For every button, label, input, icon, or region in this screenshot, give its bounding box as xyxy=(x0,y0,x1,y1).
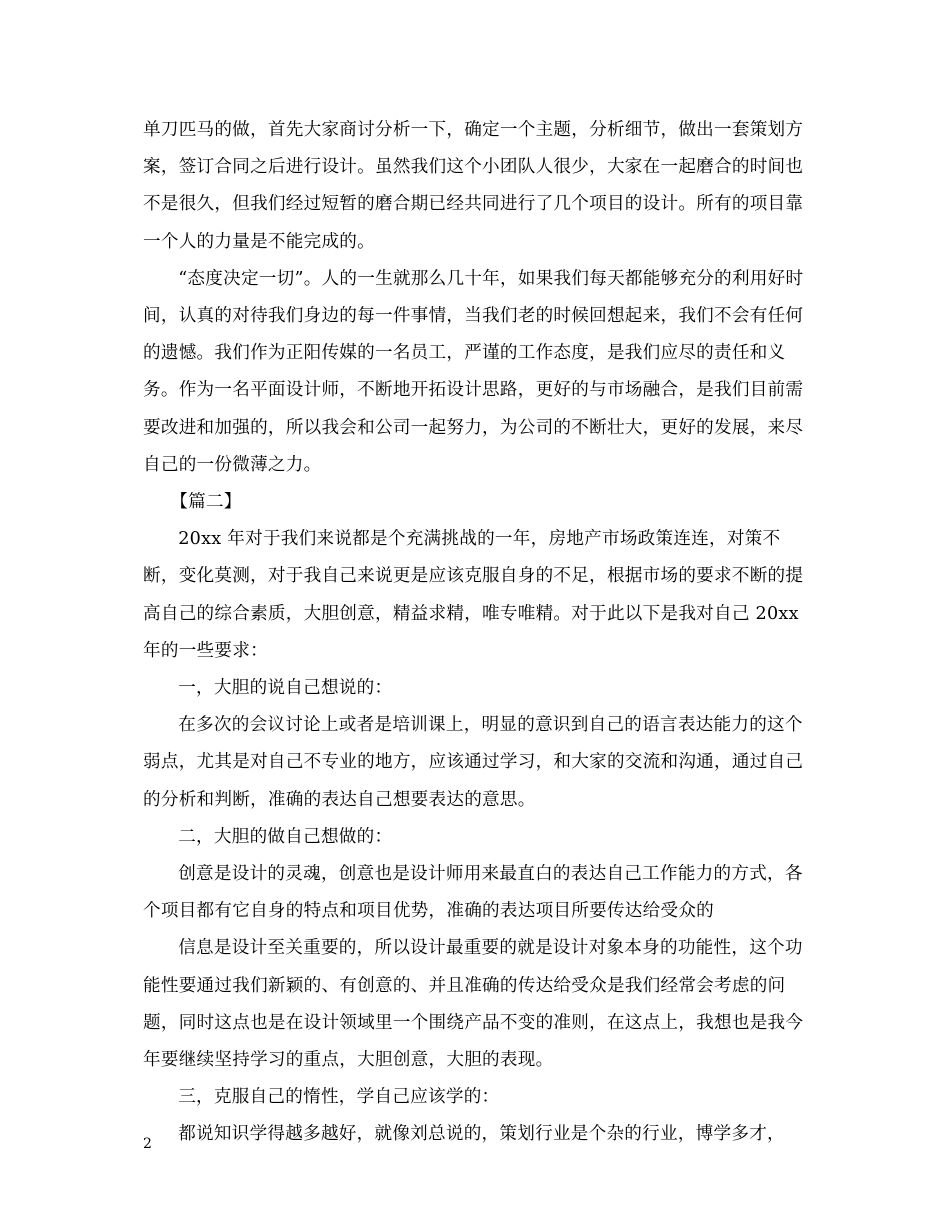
paragraph-collaboration: 单刀匹马的做，首先大家商讨分析一下，确定一个主题，分析细节，做出一套策划方案，签订合同之后进行设计。虽然我们这个小团队人很少，大家在一起磨合的时间也不是很久，但我们经过短暂的磨合期已经共同进行了几个项目的设计。所有的项目靠一个人的力量是不能完成的。 xyxy=(143,120,804,252)
paragraph-attitude: “态度决定一切”。人的一生就那么几十年，如果我们每天都能够充分的利用好时间，认真的对待我们身边的每一件事情，当我们老的时候回想起来，我们不会有任何的遗憾。我们作为正阳传媒的一名员工，严谨的工作态度，是我们应尽的责任和义务。作为一名平面设计师，不断地开拓设计思路，更好的与市场融合，是我们目前需要改进和加强的，所以我会和公司一起努力，为公司的不断壮大，更好的发展，来尽自己的一份微薄之力。 xyxy=(143,268,804,475)
subheading-speak: 一，大胆的说自己想说的： xyxy=(178,678,393,699)
subheading-laziness: 三，克服自己的惰性，学自己应该学的： xyxy=(178,1087,500,1108)
section-heading: 【篇二】 xyxy=(170,492,242,513)
subheading-do: 二，大胆的做自己想做的： xyxy=(178,826,393,847)
document-body xyxy=(143,112,811,1154)
paragraph-knowledge: 都说知识学得越多越好，就像刘总说的，策划行业是个杂的行业，博学多才， xyxy=(178,1124,785,1145)
paragraph-information: 信息是设计至关重要的，所以设计最重要的就是设计对象本身的功能性，这个功能性要通过我们新颖的、有创意的、并且准确的传达给受众是我们经常会考虑的问题，同时这点也是在设计领域里一个围绕产品不变的准则，在这点上，我想也是我今年要继续坚持学习的重点，大胆创意，大胆的表现。 xyxy=(143,938,804,1071)
paragraph-creativity: 创意是设计的灵魂，创意也是设计师用来最直白的表达自己工作能力的方式，各个项目都有它自身的特点和项目优势，准确的表达项目所要传达给受众的 xyxy=(143,864,803,922)
paragraph-expression: 在多次的会议讨论上或者是培训课上，明显的意识到自己的语言表达能力的这个弱点，尤其是对自己不专业的地方，应该通过学习，和大家的交流和沟通，通过自己的分析和判断，准确的表达自己想要表达的意思。 xyxy=(143,715,804,810)
paragraph-year-goals: 20xx 年对于我们来说都是个充满挑战的一年，房地产市场政策连连，对策不断，变化莫测，对于我自己来说更是应该克服自身的不足，根据市场的要求不断的提高自己的综合素质，大胆创意，精益求精，唯专唯精。对于此以下是我对自己 20xx 年的一些要求： xyxy=(143,529,804,661)
page-number: 2 xyxy=(143,1136,152,1152)
